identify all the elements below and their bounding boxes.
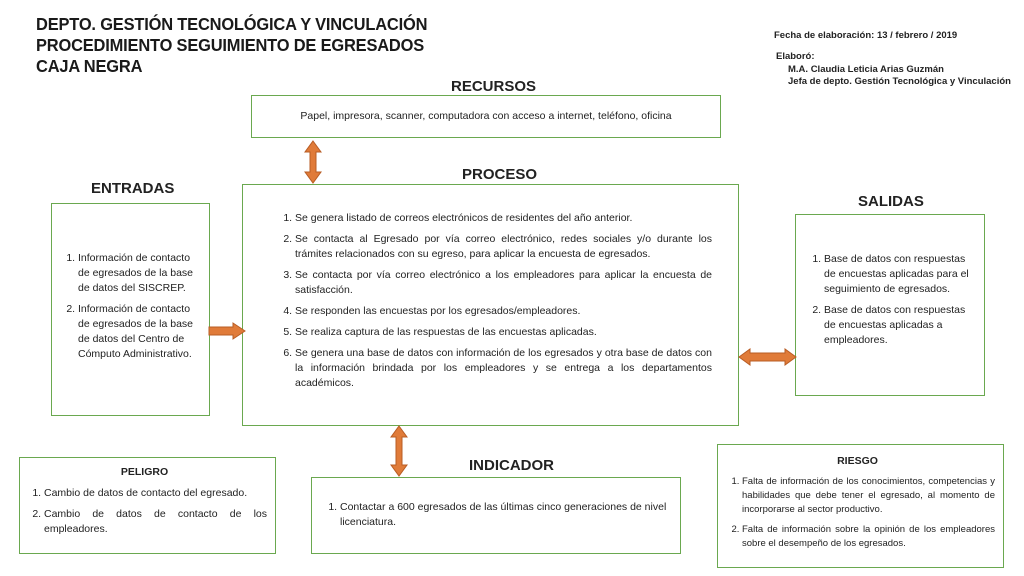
riesgo-heading: RIESGO	[837, 455, 878, 467]
entradas-item: 1. Información de contacto de egresados de la base de datos del SISCREP.	[78, 251, 197, 296]
elaboro-label: Elaboró:	[776, 51, 815, 62]
title-line-1: DEPTO. GESTIÓN TECNOLÓGICA Y VINCULACIÓN	[36, 14, 428, 34]
salidas-item: 2. Base de datos con respuestas de encuestas aplicadas a empleadores.	[824, 303, 972, 348]
title-line-3: CAJA NEGRA	[36, 56, 143, 76]
entradas-proceso-arrow	[208, 322, 246, 340]
entradas-heading: ENTRADAS	[91, 180, 175, 197]
entradas-item: 2. Información de contacto de egresados de la base de datos del Centro de Cómputo Administrativo.	[78, 302, 197, 362]
proceso-step: 5. Se realiza captura de las respuestas de las encuestas aplicadas.	[295, 325, 712, 340]
proceso-step: 4. Se responden las encuestas por los egresados/empleadores.	[295, 304, 712, 319]
recursos-proceso-double-arrow	[304, 140, 322, 184]
riesgo-item: 1. Falta de información de los conocimientos, competencias y habilidades que debe tener el egresado, al momento de incorporarse al sector productivo.	[742, 475, 995, 517]
proceso-step: 2. Se contacta al Egresado por vía correo electrónico, redes sociales y/o durante los trámites relacionados con su egreso, para aplicar la encuesta de egresados.	[295, 232, 712, 262]
page-title	[36, 14, 427, 77]
fecha-elaboracion: Fecha de elaboración: 13 / febrero / 2019	[774, 30, 958, 41]
indicador-heading: INDICADOR	[469, 457, 554, 474]
indicador-item: 1. Contactar a 600 egresados de las últimas cinco generaciones de nivel licenciatura.	[340, 500, 668, 530]
proceso-step: 3. Se contacta por vía correo electrónico a los empleadores para aplicar la encuesta de satisfacción.	[295, 268, 712, 298]
salidas-item: 1. Base de datos con respuestas de encuestas aplicadas para el seguimiento de egresados.	[824, 252, 972, 297]
peligro-heading: PELIGRO	[120, 466, 169, 478]
peligro-box	[19, 457, 276, 554]
entradas-box	[51, 203, 210, 416]
peligro-item: 2. Cambio de datos de contacto de los empleadores.	[44, 507, 267, 537]
indicador-box	[311, 477, 681, 554]
proceso-indicador-double-arrow	[390, 425, 408, 477]
recursos-box	[251, 95, 721, 138]
proceso-step: 1. Se genera listado de correos electrónicos de residentes del año anterior.	[295, 211, 712, 226]
elaboro-role: Jefa de depto. Gestión Tecnológica y Vinculación	[788, 76, 1011, 87]
riesgo-box	[717, 444, 1004, 568]
proceso-heading: PROCESO	[462, 166, 538, 183]
salidas-box	[795, 214, 985, 396]
proceso-salidas-double-arrow	[738, 348, 797, 366]
elaboro-name: M.A. Claudia Leticia Arias Guzmán	[788, 64, 944, 75]
peligro-item: 1. Cambio de datos de contacto del egresado.	[44, 486, 267, 501]
recursos-text: Papel, impresora, scanner, computadora con acceso a internet, teléfono, oficina	[300, 110, 672, 122]
salidas-heading: SALIDAS	[858, 193, 924, 210]
proceso-step: 6. Se genera una base de datos con información de los egresados y otra base de datos con la información brindada por los empleadores y se entrega a los departamentos académicos.	[295, 346, 712, 391]
recursos-heading: RECURSOS	[451, 78, 537, 95]
riesgo-item: 2. Falta de información sobre la opinión de los empleadores sobre el desempeño de los egresados.	[742, 523, 995, 551]
proceso-box	[242, 184, 739, 426]
title-line-2: PROCEDIMIENTO SEGUIMIENTO DE EGRESADOS	[36, 35, 425, 55]
